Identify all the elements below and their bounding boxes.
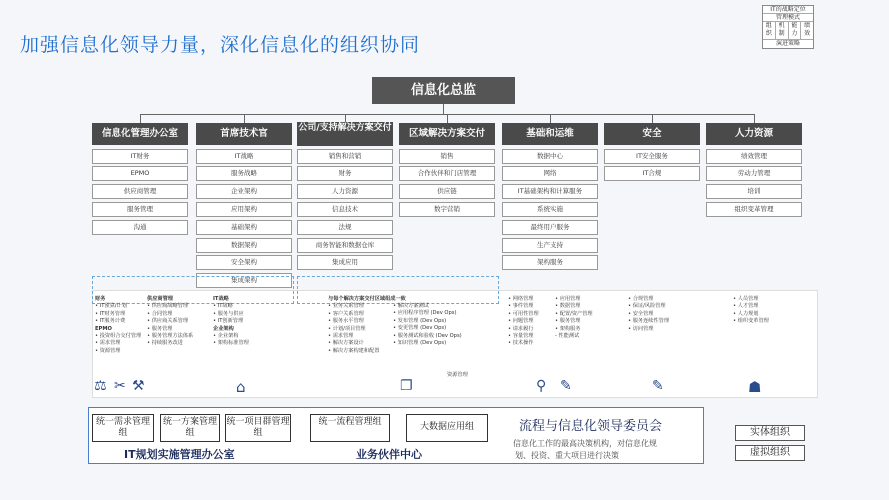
dept-item: 商务智能和数据仓库 [297, 238, 393, 253]
mini-cell: 能力 [789, 22, 802, 39]
network-icon: ⚲ [536, 378, 547, 394]
panel-line: • 技术操作 [508, 340, 534, 347]
dept-item: 数字营销 [399, 202, 495, 217]
panel-line: • 人员管理 [733, 296, 759, 302]
panel-line: • 安全管理 [628, 310, 654, 317]
panel-resource-label: 资源管理 [447, 372, 468, 378]
dept-item: 安全架构 [196, 255, 292, 270]
mini-row-evolution: 演进策略 [775, 40, 800, 47]
panel-line: • 服务连续性管理 [628, 318, 670, 325]
dept-item: 人力资源 [297, 184, 393, 199]
panel-line: • 合规管理 [628, 296, 654, 302]
connector-line [550, 114, 551, 123]
virtual-group-box: 大数据应用组 [406, 414, 488, 442]
home-icon: ⌂ [236, 378, 246, 396]
panel-line: • 知识管理 (Dev Ops) [393, 340, 447, 347]
mini-grid [763, 22, 813, 40]
legend-physical-org: 实体组织 [735, 425, 805, 441]
dept-item: 服务战略 [196, 166, 292, 181]
panel-head: IT战略 [213, 296, 229, 302]
dept-header: 公司/支持解决方案交付 [297, 122, 393, 146]
mini-cell: 机制 [776, 22, 789, 39]
panel-col-strategy [213, 296, 249, 348]
dept-item: 财务 [297, 166, 393, 181]
panel-line: • IT创新管理 [213, 318, 244, 325]
panel-line: • 企业架构 [213, 333, 239, 340]
wrench-icon: ✎ [560, 378, 572, 394]
dept-item: 销售和营销 [297, 149, 393, 164]
panel-line: • 请求履行 [508, 325, 534, 332]
panel-line: • 投资组合交付管理 [95, 333, 142, 340]
cio-box: 信息化总监 [372, 77, 515, 104]
panel-line: • 架构标准管理 [213, 340, 249, 347]
committee-desc-line: 划、投资、重大项目进行决策 [515, 451, 619, 460]
dept-header: 首席技术官 [196, 123, 292, 145]
panel-line: - 性能测试 [555, 333, 580, 340]
connector-line [447, 114, 448, 123]
dept-item: 服务管理 [92, 202, 188, 217]
dept-item: IT战略 [196, 149, 292, 164]
planning-office-label: IT规划实施管理办公室 [124, 448, 235, 461]
committee-desc-line: 信息化工作的最高决策机构，对信息化规 [513, 439, 657, 448]
documents-icon: ❐ [400, 378, 413, 394]
dept-header: 区域解决方案交付 [399, 123, 495, 145]
dept-header: 信息化管理办公室 [92, 123, 188, 145]
panel-line: • 架构服务 [555, 325, 581, 332]
connector-line [754, 114, 755, 123]
dept-item: 系统实施 [502, 202, 598, 217]
panel-line: • 问题管理 [508, 318, 534, 325]
people-icon: ☗ [748, 378, 762, 396]
panel-line: • 服务测试和验收 (Dev Ops) [393, 332, 462, 339]
strategy-mini-map [762, 5, 814, 49]
panel-line: • 服务水平管理 [328, 318, 364, 325]
mini-cell: 组织 [763, 22, 776, 39]
panel-col-hr [733, 296, 769, 326]
panel-line: • 服务管理 [147, 325, 173, 332]
connector-line [244, 114, 245, 123]
panel-line: • IT财务管理 [95, 310, 126, 317]
dept-item: 网络 [502, 166, 598, 181]
dept-header: 人力资源 [706, 123, 802, 145]
panel-line: • 组织变革管理 [733, 318, 769, 325]
committee-title: 流程与信息化领导委员会 [519, 419, 663, 434]
dept-header: 基础和运维 [502, 123, 598, 145]
handshake-icon: ✂ [114, 378, 126, 394]
panel-line: • 配置/资产管理 [555, 310, 593, 317]
panel-line: • 应用程序管理 (Dev Ops) [393, 310, 457, 317]
panel-line: • 业务关系管理 [328, 303, 364, 310]
panel-line: • 数据管理 [555, 303, 581, 310]
panel-line: • 容量管理 [508, 333, 534, 340]
panel-col-vendor [147, 296, 193, 348]
dept-item: 法规 [297, 220, 393, 235]
panel-line: • IT服务计费 [95, 318, 126, 325]
dept-item: 架构服务 [502, 255, 598, 270]
legend-virtual-org: 虚拟组织 [735, 445, 805, 461]
panel-line: • 访问管理 [628, 325, 654, 332]
dept-item: 生产支持 [502, 238, 598, 253]
panel-line: • 变更管理 (Dev Ops) [393, 325, 447, 332]
dept-header: 安全 [604, 123, 700, 145]
dept-item: 集成架构 [196, 273, 292, 288]
mini-cell: 绩效 [804, 22, 811, 37]
dept-item: 最终用户服务 [502, 220, 598, 235]
dept-item: 培训 [706, 184, 802, 199]
virtual-group-box: 统一需求管理组 [92, 414, 154, 442]
panel-col-security [628, 296, 669, 333]
dept-item: IT基础架构和计算服务 [502, 184, 598, 199]
partner-center-label: 业务伙伴中心 [356, 448, 422, 461]
virtual-group-box: 统一方案管理组 [160, 414, 220, 442]
page-title: 加强信息化领导力量，深化信息化的组织协同 [20, 34, 421, 56]
mini-row-strategy: IT的战略定位 [763, 6, 813, 14]
dept-item: EPMO [92, 166, 188, 181]
committee-desc [513, 438, 657, 462]
dept-item: 集成应用 [297, 255, 393, 270]
dept-item: 合作伙伴和门店管理 [399, 166, 495, 181]
wrench-icon: ✎ [652, 378, 664, 394]
panel-line: • 解决方案构建和配置 [328, 347, 380, 354]
dept-item: 应用架构 [196, 202, 292, 217]
connector-line [652, 114, 653, 123]
panel-line: • 客户关系管理 [328, 310, 364, 317]
panel-line: • 供应商战略管理 [147, 303, 189, 310]
dept-item: IT安全服务 [604, 149, 700, 164]
panel-line: • 应用管理 [555, 296, 581, 302]
panel-line: • 计划/项目管理 [328, 325, 366, 332]
dept-item: 供应链 [399, 184, 495, 199]
dept-item: 数据中心 [502, 149, 598, 164]
panel-col-ops1 [508, 296, 539, 348]
panel-line: • IT战略 [213, 303, 233, 310]
dept-item: 供应商管理 [92, 184, 188, 199]
panel-line: • 服务与供应 [213, 310, 244, 317]
dept-item: 信息技术 [297, 202, 393, 217]
panel-line: • 解决方案设计 [328, 340, 364, 347]
panel-head: 供应商管理 [147, 296, 173, 302]
panel-line: • 合同管理 [147, 310, 173, 317]
connector-line [443, 104, 444, 114]
virtual-group-box: 统一流程管理组 [310, 414, 390, 442]
panel-head: 财务 [95, 296, 106, 302]
dept-item: 绩效管理 [706, 149, 802, 164]
panel-line: • 需求管理 [328, 333, 354, 340]
panel-head: EPMO [95, 325, 112, 332]
connector-line [140, 114, 141, 123]
panel-line: • 保证/风险管理 [628, 303, 666, 310]
panel-line: • 服务管理 [555, 318, 581, 325]
panel-line: • 资源管理 [95, 347, 121, 354]
dept-item: 企业架构 [196, 184, 292, 199]
panel-col-finance [95, 296, 141, 355]
panel-line: • 发布管理 (Dev Ops) [393, 317, 447, 324]
dept-item: 销售 [399, 149, 495, 164]
dept-item: IT合规 [604, 166, 700, 181]
panel-head: 企业架构 [213, 325, 234, 332]
panel-line: • 供应商关系管理 [147, 318, 189, 325]
panel-line: • 服务管理方法体系 [147, 333, 194, 340]
panel-line: • 人才管理 [733, 303, 759, 310]
dept-item: 沟通 [92, 220, 188, 235]
finance-tools-icon: ⚖ [94, 378, 107, 394]
vendor-icon: ⚒ [132, 378, 145, 394]
panel-col-devops [393, 303, 462, 347]
panel-line: • 网络管理 [508, 296, 534, 302]
dept-item: 劳动力管理 [706, 166, 802, 181]
virtual-group-box: 统一项目群管理组 [225, 414, 291, 442]
panel-head: 与每个解决方案交付区域组成一致 [328, 296, 406, 302]
dept-item: 基础架构 [196, 220, 292, 235]
dept-item: 组织变革管理 [706, 202, 802, 217]
dept-item: 数据架构 [196, 238, 292, 253]
panel-line: • 解决方案测试 [393, 303, 429, 309]
panel-line: • 需求管理 [95, 340, 121, 347]
panel-line: • 人力规划 [733, 310, 759, 317]
panel-line: • 持续服务改进 [147, 340, 183, 347]
panel-col-ops2 [555, 296, 593, 340]
mini-row-mode: 管理模式 [763, 14, 813, 22]
panel-line: • IT预算/计划 [95, 303, 127, 310]
dept-item: IT财务 [92, 149, 188, 164]
panel-line: • 可用性管理 [508, 310, 539, 317]
panel-line: • 事件管理 [508, 303, 534, 310]
